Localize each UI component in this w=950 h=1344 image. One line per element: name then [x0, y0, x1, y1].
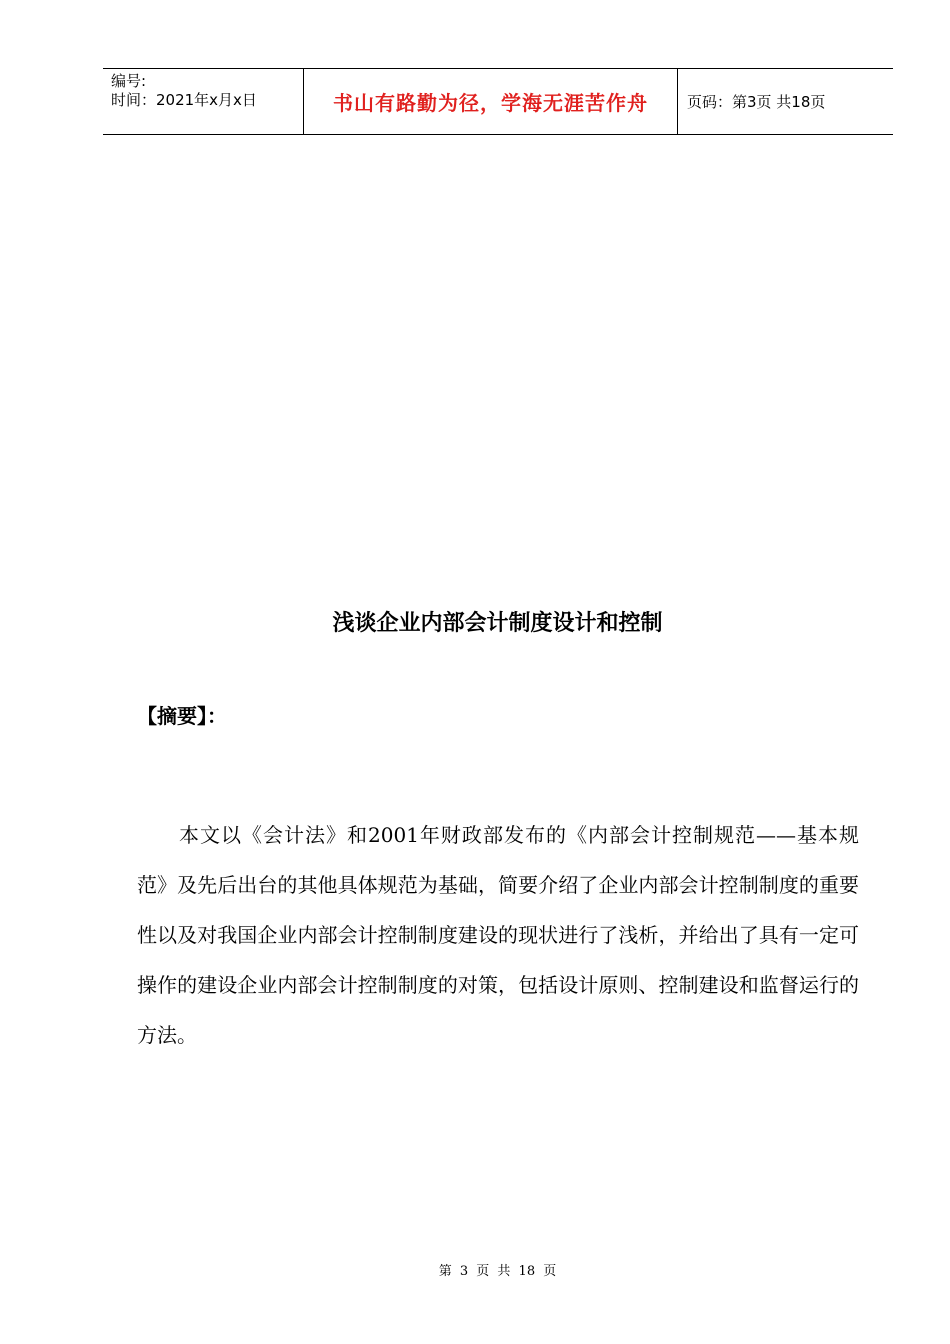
header-motto: 书山有路勤为径，学海无涯苦作舟 — [333, 91, 648, 115]
header-page-info: 页码：第3页 共18页 — [687, 93, 826, 111]
header-meta-cell — [103, 69, 304, 134]
header-page-cell — [678, 69, 893, 134]
header-motto-cell — [304, 69, 678, 134]
page-footer: 第 3 页 共 18 页 — [438, 1264, 557, 1279]
abstract-label: 【摘要】： — [137, 704, 227, 728]
page-header — [103, 68, 893, 135]
document-title: 浅谈企业内部会计制度设计和控制 — [332, 611, 663, 636]
document-number-label: 编号: — [111, 72, 147, 90]
abstract-paragraph: 本文以《会计法》和2001年财政部发布的《内部会计控制规范——基本规范》及先后出台的其他具体规范为基础，简要介绍了企业内部会计控制制度的重要性以及对我国企业内部会计控制制度建设的现状进行了浅析，并给出了具有一定可操作的建设企业内部会计控制制度的对策，包括设计原则、控制建设和监督运行的方法。 — [137, 823, 859, 1047]
document-time-label: 时间：2021年x月x日 — [111, 91, 257, 109]
